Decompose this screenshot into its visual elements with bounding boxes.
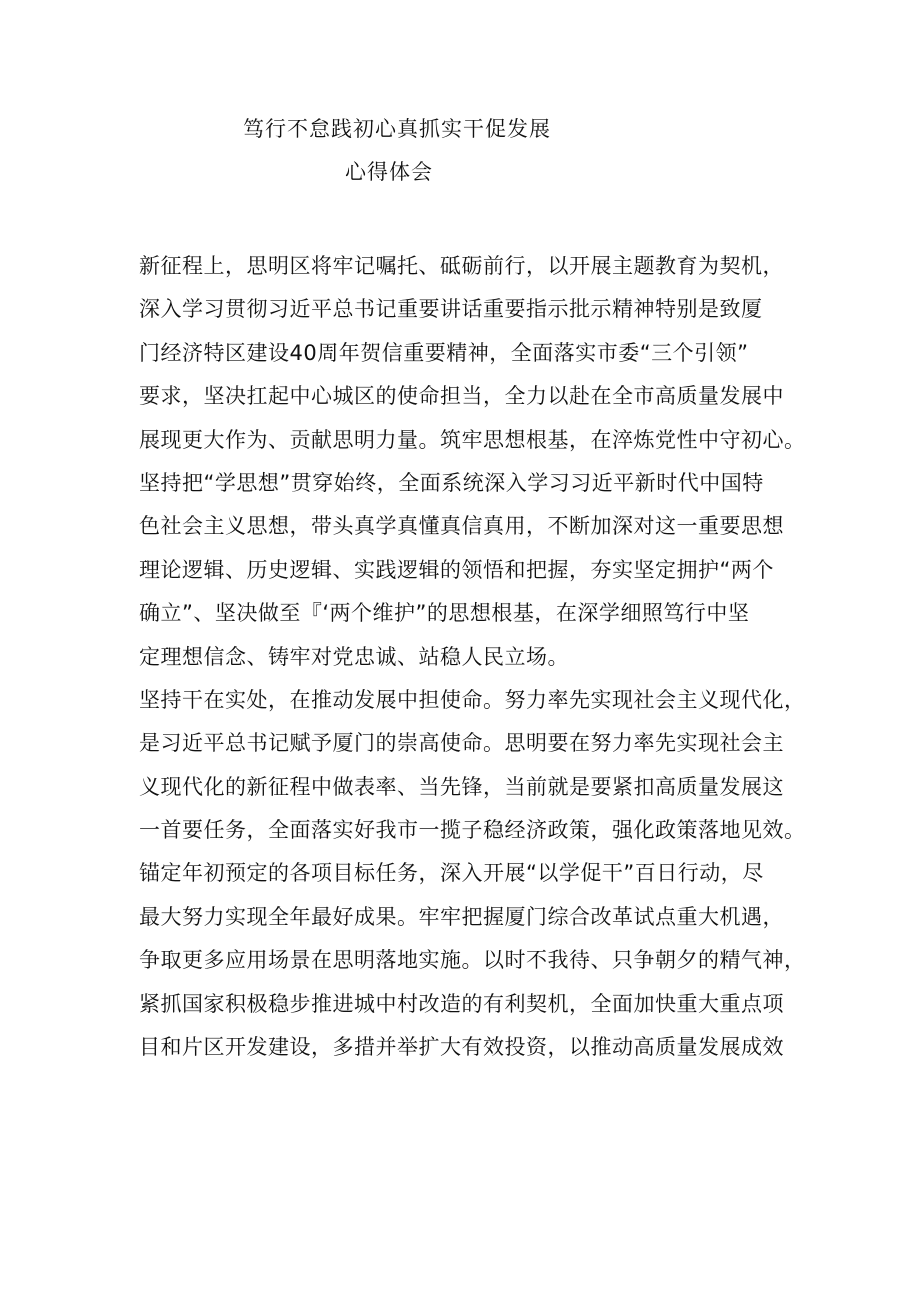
document-body (139, 245, 809, 1069)
body-text-line: 门经济特区建设40周年贺信重要精神，全面落实市委“三个引领” (139, 340, 749, 365)
body-text-line: 锚定年初预定的各项目标任务，深入开展“以学促干”百日行动，尽 (139, 861, 764, 886)
document-title: 笃行不怠践初心真抓实干促发展 (243, 117, 551, 141)
document-subtitle: 心得体会 (345, 160, 433, 184)
body-text-line: 坚持把“学思想”贯穿始终，全面系统深入学习习近平新时代中国特 (139, 470, 764, 495)
body-text-line: 一首要任务，全面落实好我市一揽子稳经济政策，强化政策落地见效。 (139, 818, 806, 843)
body-text-line: 色社会主义思想，带头真学真懂真信真用，不断加深对这一重要思想 (139, 514, 784, 539)
body-text-line: 是习近平总书记赋予厦门的崇高使命。思明要在努力率先实现社会主 (139, 731, 784, 756)
body-text-line: 目和片区开发建设，多措并举扩大有效投资，以推动高质量发展成效 (139, 1035, 784, 1060)
body-text-line: 义现代化的新征程中做表率、当先锋，当前就是要紧扣高质量发展这 (139, 774, 784, 799)
body-text-line: 深入学习贯彻习近平总书记重要讲话重要指示批示精神特别是致厦 (139, 297, 763, 322)
body-text-line: 理论逻辑、历史逻辑、实践逻辑的领悟和把握，夯实坚定拥护“两个 (139, 557, 774, 582)
body-text-line: 展现更大作为、贡献思明力量。筑牢思想根基，在淬炼党性中守初心。 (139, 427, 806, 452)
body-text-line: 确立”、坚决做至『‘两个维护”的思想根基，在深学细照笃行中坚 (139, 601, 750, 626)
body-text-line: 最大努力实现全年最好成果。牢牢把握厦门综合改革试点重大机遇， (139, 904, 784, 929)
body-text-line: 争取更多应用场景在思明落地实施。以时不我待、只争朝夕的精气神， (139, 948, 806, 973)
body-text-line: 坚持干在实处，在推动发展中担使命。努力率先实现社会主义现代化， (139, 687, 806, 712)
body-text-line: 定理想信念、铸牢对党忠诚、站稳人民立场。 (139, 644, 569, 669)
body-text-line: 新征程上，思明区将牢记嘱托、砥砺前行，以开展主题教育为契机， (139, 254, 784, 278)
body-text-line: 要求，坚决扛起中心城区的使命担当，全力以赴在全市高质量发展中 (139, 384, 784, 409)
body-text-line: 紧抓国家积极稳步推进城中村改造的有利契机，全面加快重大重点项 (139, 991, 784, 1016)
